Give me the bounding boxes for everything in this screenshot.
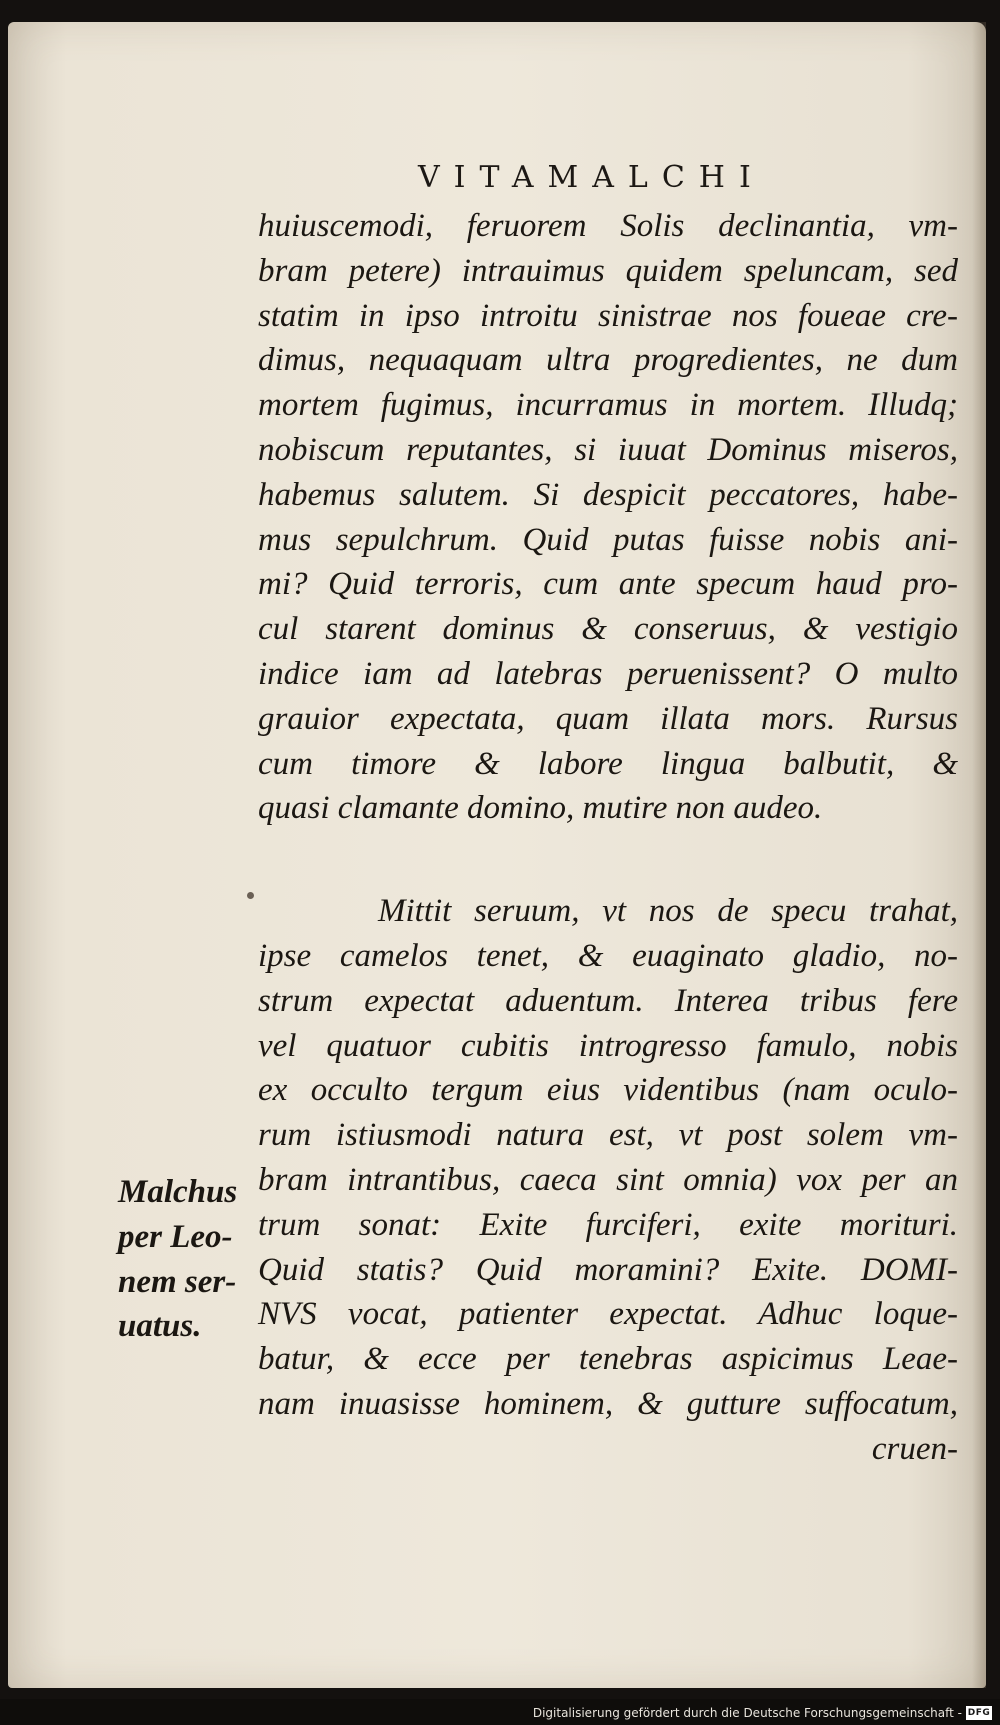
text-line: indice iam ad latebras peruenissent? O multo xyxy=(258,655,958,692)
text-line: batur, & ecce per tenebras aspicimus Leae- xyxy=(258,1341,958,1378)
marginal-line: uatus. xyxy=(118,1308,202,1345)
catchword: cruen- xyxy=(871,1430,958,1467)
text-line: ex occulto tergum eius videntibus (nam oculo- xyxy=(258,1072,958,1109)
text-line: cul starent dominus & conseruus, & vestigio xyxy=(258,611,958,648)
text-line: vel quatuor cubitis introgresso famulo, nobis xyxy=(258,1027,958,1064)
text-line: huiuscemodi, feruorem Solis declinantia, vm- xyxy=(258,208,958,244)
text-line: Mittit seruum, vt nos de specu trahat, xyxy=(378,893,958,930)
main-text xyxy=(258,204,958,1472)
text-line: dimus, nequaquam ultra progredientes, ne dum xyxy=(258,342,958,379)
text-line: habemus salutem. Si despicit peccatores, habe- xyxy=(258,476,958,513)
text-line: bram petere) intrauimus quidem speluncam, sed xyxy=(258,252,958,289)
text-line: mortem fugimus, incurramus in mortem. Illudq; xyxy=(258,387,958,424)
text-line: strum expectat aduentum. Interea tribus fere xyxy=(258,982,958,1019)
text-line: nobiscum reputantes, si iuuat Dominus miseros, xyxy=(258,431,958,468)
marginal-line: per Leo- xyxy=(118,1218,233,1255)
text-line: quasi clamante domino, mutire non audeo. xyxy=(258,790,823,827)
text-line: nam inuasisse hominem, & gutture suffocatum, xyxy=(258,1385,958,1422)
marginal-line: Malchus xyxy=(118,1174,238,1210)
text-line: NVS vocat, patienter expectat. Adhuc loque- xyxy=(258,1296,958,1333)
dfg-logo-icon: DFG xyxy=(967,1708,991,1718)
paragraph-mark xyxy=(247,892,254,899)
marginal-line: nem ser- xyxy=(118,1263,237,1300)
text-line: cum timore & labore lingua balbutit, & xyxy=(258,745,958,782)
text-line: bram intrantibus, caeca sint omnia) vox per an xyxy=(258,1161,958,1198)
footer-bar xyxy=(0,1699,1000,1725)
running-head: VITAMALCHI xyxy=(418,160,765,195)
text-line: mi? Quid terroris, cum ante specum haud pro- xyxy=(258,566,958,603)
text-line: ipse camelos tenet, & euaginato gladio, no- xyxy=(258,937,958,974)
text-line: statim in ipso introitu sinistrae nos foueae cre- xyxy=(258,297,958,334)
paragraph-gap xyxy=(258,831,958,889)
text-line: mus sepulchrum. Quid putas fuisse nobis ani- xyxy=(258,521,958,558)
marginal-note xyxy=(118,1170,258,1349)
text-line: trum sonat: Exite furciferi, exite morituri. xyxy=(258,1206,958,1243)
page-edge-shadow xyxy=(972,22,986,1688)
text-line: grauior expectata, quam illata mors. Rursus xyxy=(258,700,958,737)
text-line: rum istiusmodi natura est, vt post solem vm- xyxy=(258,1117,958,1154)
funding-notice: Digitalisierung gefördert durch die Deutsche Forschungsgemeinschaft - xyxy=(532,1706,962,1720)
text-line: Quid statis? Quid moramini? Exite. DOMI- xyxy=(258,1251,958,1288)
